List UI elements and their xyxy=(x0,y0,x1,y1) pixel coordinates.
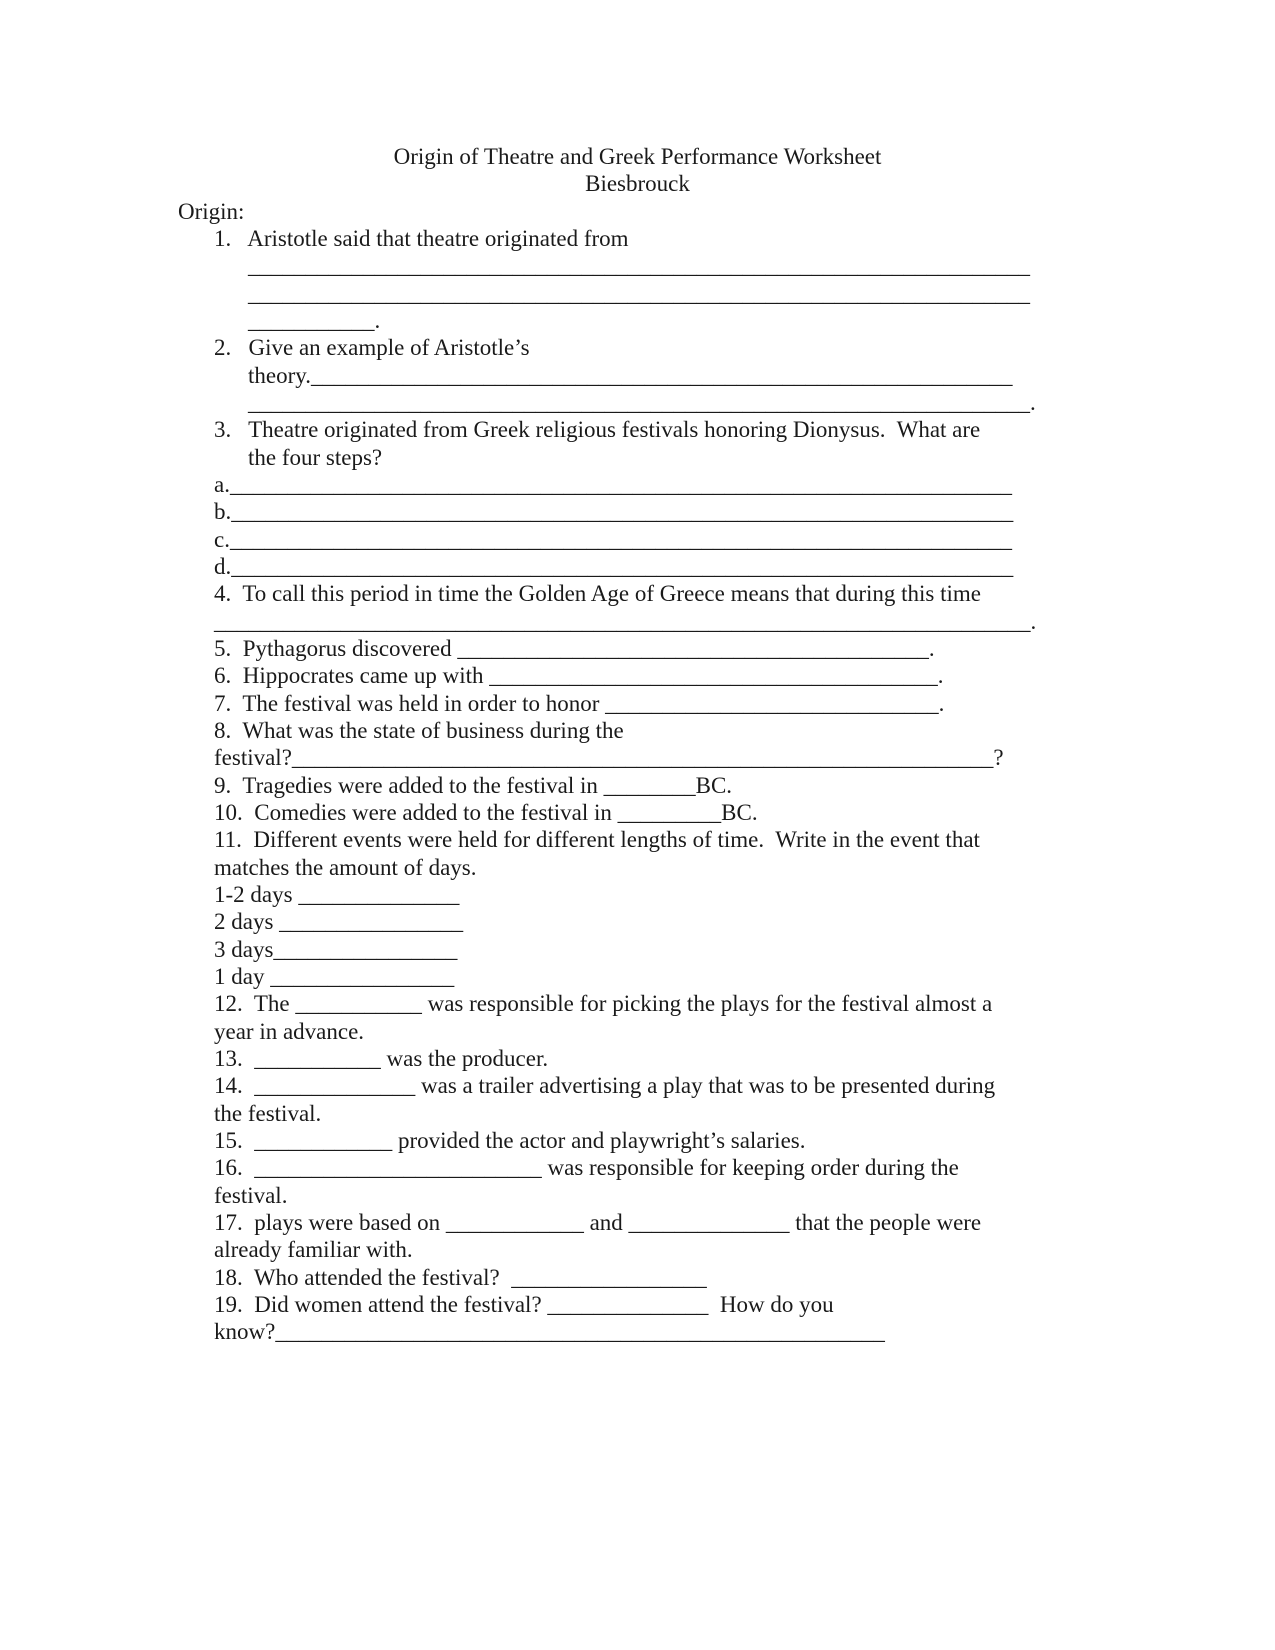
question-9: 9. Tragedies were added to the festival in ________BC. xyxy=(214,773,733,798)
day-item: 2 days ________________ xyxy=(214,909,464,934)
answer-blank: ___________. xyxy=(248,308,381,333)
question-15: 15. ____________ provided the actor and playwright’s salaries. xyxy=(214,1128,806,1153)
answer-line-d: d.____________________________________________________________________ xyxy=(214,554,1014,579)
worksheet-title: Origin of Theatre and Greek Performance Worksheet xyxy=(393,144,882,169)
question-3-continued: the four steps? xyxy=(248,445,383,470)
question-8: 8. What was the state of business during the xyxy=(214,718,624,743)
question-12: 12. The ___________ was responsible for picking the plays for the festival almost a xyxy=(214,991,993,1016)
question-2-continued: theory._____________________________________________________________ xyxy=(248,363,1013,388)
question-13: 13. ___________ was the producer. xyxy=(214,1046,549,1071)
answer-blank: _______________________________________________________________________. xyxy=(214,609,1037,634)
day-item: 1-2 days ______________ xyxy=(214,882,460,907)
question-18: 18. Who attended the festival? _________________ xyxy=(214,1265,707,1290)
answer-blank: ____________________________________________________________________ xyxy=(248,253,1030,278)
question-5: 5. Pythagorus discovered _________________________________________. xyxy=(214,636,935,661)
question-11-continued: matches the amount of days. xyxy=(214,855,477,880)
question-1: 1. Aristotle said that theatre originated from xyxy=(214,226,629,251)
section-heading: Origin: xyxy=(178,199,245,224)
question-16: 16. _________________________ was responsible for keeping order during the xyxy=(214,1155,959,1180)
question-19: 19. Did women attend the festival? ______________ How do you xyxy=(214,1292,834,1317)
question-7: 7. The festival was held in order to honor _____________________________. xyxy=(214,691,945,716)
question-6: 6. Hippocrates came up with _______________________________________. xyxy=(214,663,944,688)
question-14: 14. ______________ was a trailer advertising a play that was to be presented during xyxy=(214,1073,996,1098)
answer-blank: ____________________________________________________________________. xyxy=(248,390,1036,415)
answer-line-a: a.____________________________________________________________________ xyxy=(214,472,1012,497)
question-17-continued: already familiar with. xyxy=(214,1237,413,1262)
question-14-continued: the festival. xyxy=(214,1101,322,1126)
question-16-continued: festival. xyxy=(214,1183,288,1208)
question-19-continued: know?_____________________________________________________ xyxy=(214,1319,885,1344)
question-2: 2. Give an example of Aristotle’s xyxy=(214,335,530,360)
day-item: 1 day ________________ xyxy=(214,964,455,989)
day-item: 3 days________________ xyxy=(214,937,458,962)
question-3: 3. Theatre originated from Greek religious festivals honoring Dionysus. What are xyxy=(214,417,981,442)
question-8-continued: festival?_____________________________________________________________? xyxy=(214,745,1004,770)
question-17: 17. plays were based on ____________ and ______________ that the people were xyxy=(214,1210,982,1235)
worksheet-author: Biesbrouck xyxy=(585,171,690,196)
answer-line-c: c.____________________________________________________________________ xyxy=(214,527,1012,552)
question-4: 4. To call this period in time the Golden Age of Greece means that during this time xyxy=(214,581,982,606)
question-12-continued: year in advance. xyxy=(214,1019,365,1044)
answer-line-b: b.____________________________________________________________________ xyxy=(214,499,1014,524)
answer-blank: ____________________________________________________________________ xyxy=(248,281,1030,306)
question-10: 10. Comedies were added to the festival in _________BC. xyxy=(214,800,758,825)
question-11: 11. Different events were held for different lengths of time. Write in the event that xyxy=(214,827,980,852)
